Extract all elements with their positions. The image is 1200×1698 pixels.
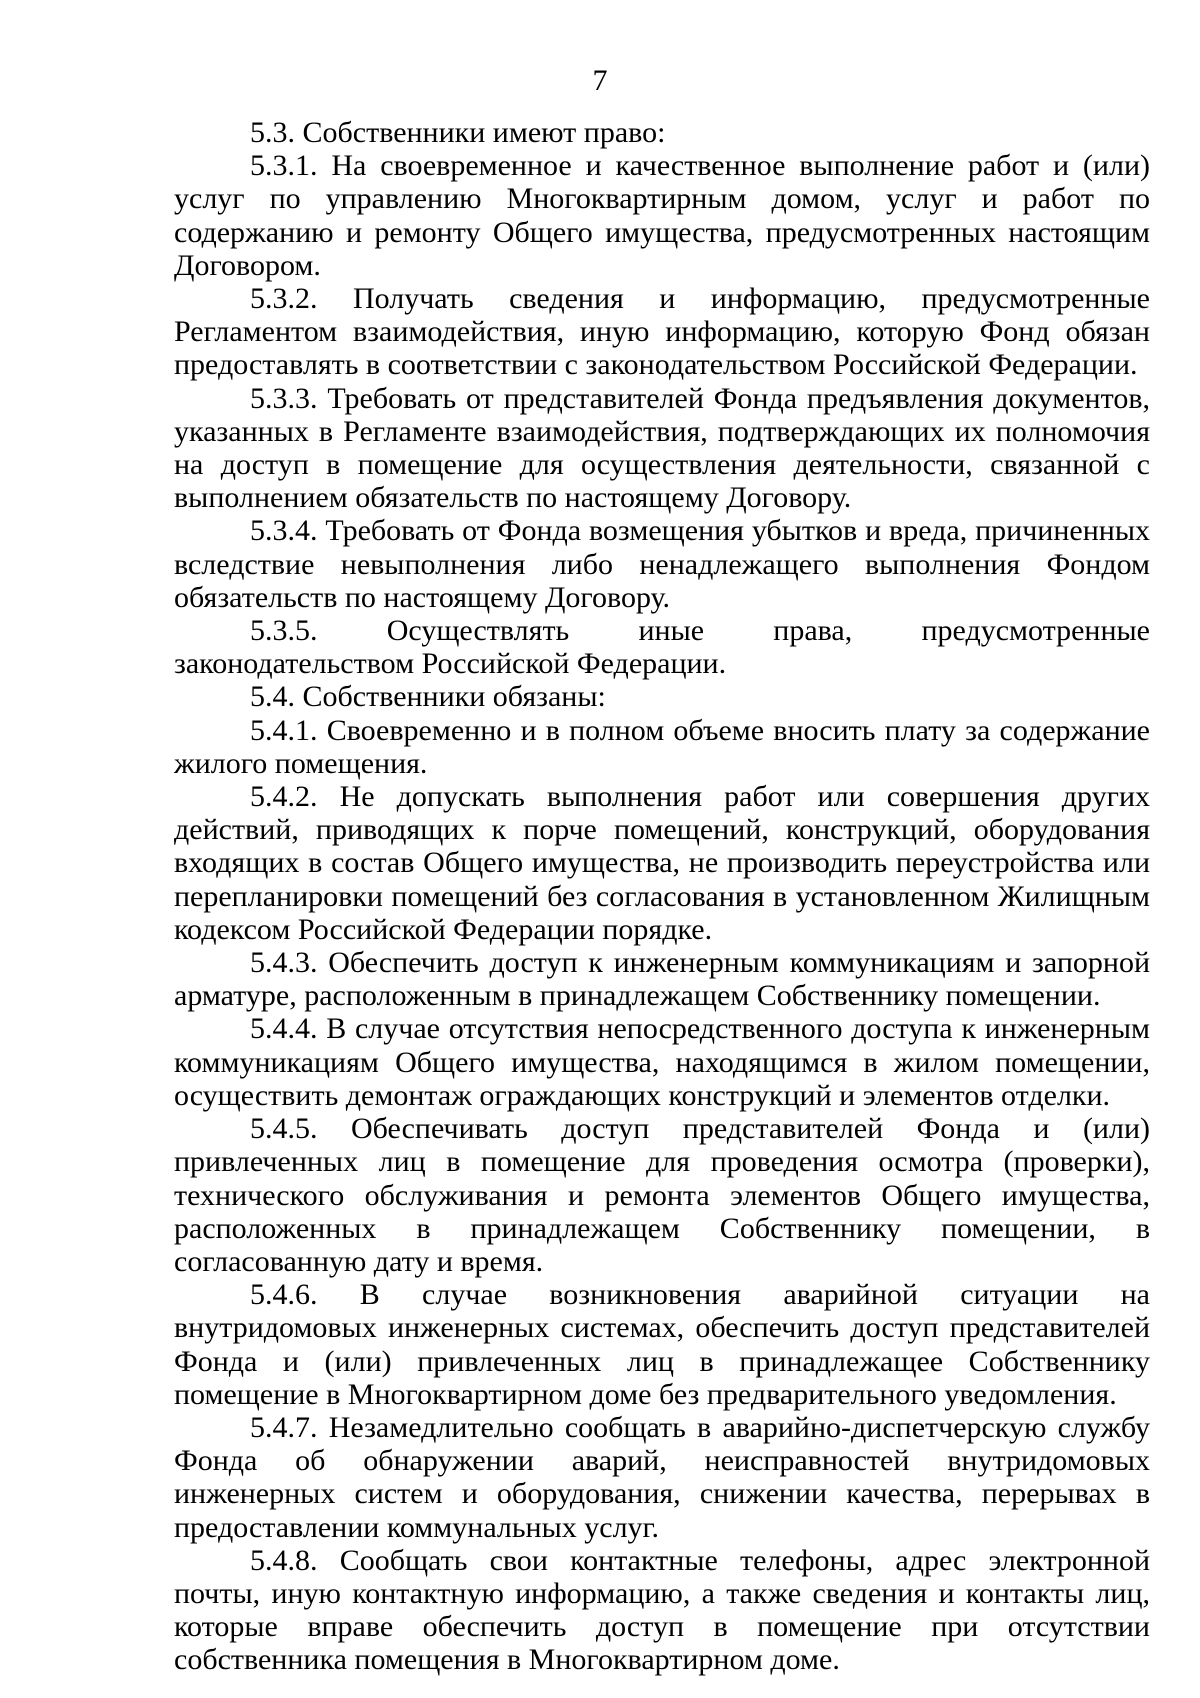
paragraph-5-4-5: 5.4.5. Обеспечивать доступ представителей Фонда и (или) привлеченных лиц в помещение для проведения осмотра (проверки), технического обслуживания и ремонта элементов Общего имущества, расположенных в принадлежащем Собственнику помещении, в согласованную дату и время. xyxy=(174,1112,1150,1278)
paragraph-5-4-7: 5.4.7. Незамедлительно сообщать в аварийно-диспетчерскую службу Фонда об обнаружении аварий, неисправностей внутридомовых инженерных систем и оборудования, снижении качества, перерывах в предоставлении коммунальных услуг. xyxy=(174,1410,1150,1544)
paragraph-5-4-4: 5.4.4. В случае отсутствия непосредственного доступа к инженерным коммуникациям Общего имущества, находящимся в жилом помещении, осуществить демонтаж ограждающих конструкций и элементов отделки. xyxy=(174,1012,1150,1112)
page-number: 7 xyxy=(592,64,608,97)
paragraph-5-3: 5.3. Собственники имеют право: xyxy=(250,116,666,149)
paragraph-5-3-5: 5.3.5. Осуществлять иные права, предусмотренные законодательством Российской Федерации. xyxy=(174,614,1150,681)
paragraph-5-4: 5.4. Собственники обязаны: xyxy=(250,680,606,714)
paragraph-5-4-6: 5.4.6. В случае возникновения аварийной ситуации на внутридомовых инженерных системах, обеспечить доступ представителей Фонда и (или) привлеченных лиц в принадлежащее Собственнику помещение в Многоквартирном доме без предварительного уведомления. xyxy=(174,1278,1150,1411)
paragraph-5-3-2: 5.3.2. Получать сведения и информацию, предусмотренные Регламентом взаимодействия, иную информацию, которую Фонд обязан предоставлять в соответствии с законодательством Российской Федерации. xyxy=(174,282,1150,382)
paragraph-5-4-3: 5.4.3. Обеспечить доступ к инженерным коммуникациям и запорной арматуре, расположенным в принадлежащем Собственнику помещении. xyxy=(174,946,1150,1013)
paragraph-5-3-1: 5.3.1. На своевременное и качественное выполнение работ и (или) услуг по управлению Многоквартирным домом, услуг и работ по содержанию и ремонту Общего имущества, предусмотренных настоящим Договором. xyxy=(174,149,1150,282)
paragraph-5-4-2: 5.4.2. Не допускать выполнения работ или совершения других действий, приводящих к порче помещений, конструкций, оборудования входящих в состав Общего имущества, не производить переустройства или перепланировки помещений без согласования в установленном Жилищным кодексом Российской Федерации порядке. xyxy=(174,780,1150,946)
paragraph-5-3-4: 5.3.4. Требовать от Фонда возмещения убытков и вреда, причиненных вследствие невыполнения либо ненадлежащего выполнения Фондом обязательств по настоящему Договору. xyxy=(174,514,1150,614)
document-body xyxy=(174,116,1150,1677)
paragraph-5-4-8: 5.4.8. Сообщать свои контактные телефоны, адрес электронной почты, иную контактную информацию, а также сведения и контакты лиц, которые вправе обеспечить доступ в помещение при отсутствии собственника помещения в Многоквартирном доме. xyxy=(174,1543,1150,1677)
paragraph-5-4-1: 5.4.1. Своевременно и в полном объеме вносить плату за содержание жилого помещения. xyxy=(174,713,1150,780)
paragraph-5-3-3: 5.3.3. Требовать от представителей Фонда предъявления документов, указанных в Регламенте взаимодействия, подтверждающих их полномочия на доступ в помещение для осуществления деятельности, связанной с выполнением обязательств по настоящему Договору. xyxy=(174,381,1150,515)
